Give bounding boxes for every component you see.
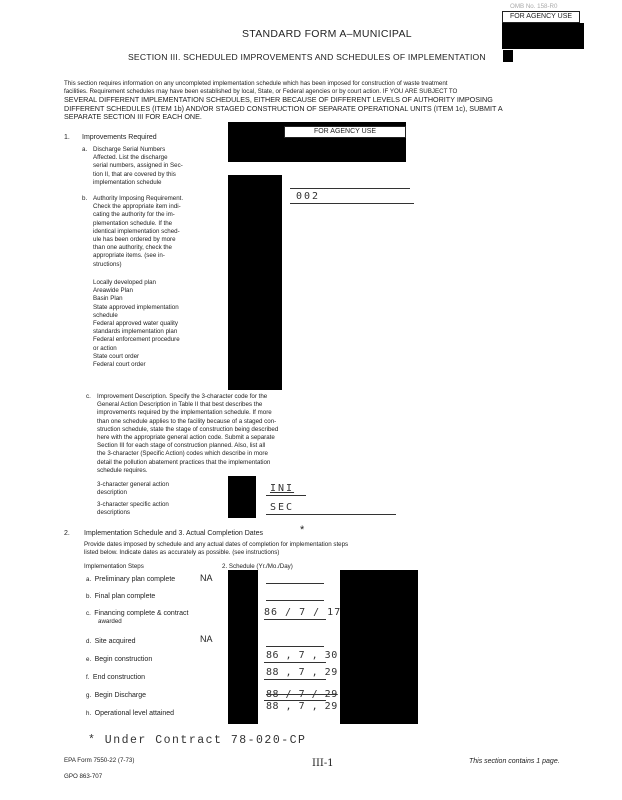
authority-federal-enforcement[interactable]: Federal enforcement procedure [93, 336, 180, 344]
step-f-line[interactable] [264, 679, 326, 680]
item2-asterisk: * [300, 524, 305, 536]
agency-use-box: FOR AGENCY USE [284, 126, 406, 138]
step-a-line[interactable] [266, 583, 324, 584]
step-f: f. End construction [86, 674, 146, 681]
authority-line [290, 203, 414, 204]
authority-local[interactable]: Locally developed plan [93, 279, 156, 286]
item1b-text: Authority Imposing Requirement. Check the appropriate item indi- cating the authority for the im- plementation schedule. If the identical implementation sched- ule has been ordered by more than one authority, check the appropriate items. (see in- structions) [93, 195, 184, 268]
general-action-line [266, 495, 306, 496]
step-c: c. Financing complete & contract awarded [86, 610, 189, 626]
step-e-line[interactable] [264, 662, 326, 663]
item2-title: Implementation Schedule and 3. Actual Completion Dates [84, 530, 263, 537]
redaction-block-1b [228, 175, 282, 390]
step-e-date: 86 , 7 , 30 [266, 650, 338, 661]
item1c-letter: c. [86, 393, 91, 400]
redaction-block-2b [340, 570, 418, 724]
section-page-count: This section contains 1 page. [469, 758, 560, 765]
authority-state-approved[interactable]: State approved implementation [93, 303, 179, 311]
item1a-letter: a. [82, 146, 88, 153]
item1c-text: Improvement Description. Specify the 3-character code for the General Action Description in Table II that best describes the improvements required by the implementation schedule. If more than one schedule applies to the facility because of a staged con- struction schedule, state the stage of construction being described here with the appropriate general action code. Submit a separate Section III for each stage of construction planned. Also, list all the 3-character (Specific Action) codes which describe in more detail the pollution abatement practices that the implementation schedule requires. [97, 393, 279, 474]
step-c-line[interactable] [264, 619, 326, 620]
specific-action-line [266, 514, 396, 515]
authority-areawide[interactable]: Areawide Plan [93, 287, 133, 295]
step-h-date: 88 , 7 , 29 [266, 701, 338, 712]
gpo-number: GPO 863-707 [64, 773, 103, 780]
specific-action-label: 3-character specific action descriptions [97, 501, 169, 517]
item1-title: Improvements Required [82, 134, 157, 141]
step-h: h. Operational level attained [86, 710, 175, 717]
step-c-date: 86 / 7 / 17 [264, 607, 342, 618]
specific-action-value: SEC [270, 502, 295, 513]
step-d-line[interactable] [266, 646, 324, 647]
intro-paragraph: This section requires information on any uncompleted implementation schedule which has been imposed for construction of waste treatment facilities. Requirement schedules may have been established by local, State, or Federal agencies or by court action. IF YOU ARE SUBJECT TO SEVERAL DIFFERENT IMPLEMENTATION SCHEDULES, EITHER BECAUSE OF DIFFERENT LEVELS OF AUTHORITY IMPOSING DIFFERENT SCHEDULES (ITEM 1b) AND/OR STAGED CONSTRUCTION OF SEPARATE OPERATIONAL UNITS (ITEM 1c), SUBMIT A SEPARATE SECTION III FOR EACH ONE. [64, 80, 503, 121]
step-b-line[interactable] [266, 600, 324, 601]
col-steps-header: Implementation Steps [84, 563, 144, 570]
discharge-serial-line [290, 188, 410, 189]
redaction-block-top [502, 23, 584, 49]
authority-list: Locally developed plan Areawide Plan Basin Plan State approved implementation schedule Federal approved water quality standards implementation plan Federal enforcement procedure or action State court order Federal court order [93, 279, 223, 369]
item1-number: 1. [64, 134, 70, 141]
col-schedule-header: 2. Schedule (Yr./Mo./Day) [222, 563, 293, 570]
step-a-note: NA [200, 573, 213, 583]
item2-instructions: Provide dates imposed by schedule and any actual dates of completion for implementation steps listed below. Indicate dates as accurately as possible. (see instructions) [84, 541, 349, 557]
omb-number: OMB No. 158-R0 [510, 3, 558, 10]
step-g-date: 88 / 7 / 29 [266, 689, 338, 700]
authority-basin[interactable]: Basin Plan [93, 295, 123, 303]
authority-value: 002 [296, 191, 321, 202]
form-title: STANDARD FORM A–MUNICIPAL [242, 28, 412, 40]
item2-number: 2. [64, 530, 70, 537]
step-e: e. Begin construction [86, 656, 153, 663]
section-title: SECTION III. SCHEDULED IMPROVEMENTS AND SCHEDULES OF IMPLEMENTATION [128, 52, 486, 62]
item1b-letter: b. [82, 195, 88, 202]
step-g: g. Begin Discharge [86, 692, 146, 699]
authority-state-court[interactable]: State court order [93, 352, 140, 360]
redaction-mark [503, 50, 513, 62]
general-action-value: INI [270, 483, 295, 494]
authority-federal-wq[interactable]: Federal approved water quality [93, 320, 178, 328]
step-b: b. Final plan complete [86, 593, 156, 600]
page-number: III-1 [312, 758, 334, 769]
contract-note: * Under Contract 78-020-CP [88, 734, 307, 747]
agency-use-box-top: FOR AGENCY USE [502, 11, 580, 23]
step-a: a. Preliminary plan complete [86, 576, 176, 583]
step-d: d. Site acquired [86, 638, 136, 645]
step-f-date: 88 , 7 , 29 [266, 667, 338, 678]
authority-federal-court[interactable]: Federal court order [93, 361, 146, 369]
redaction-block-1c [228, 476, 256, 518]
epa-form-number: EPA Form 7550-22 (7-73) [64, 757, 135, 764]
general-action-label: 3-character general action description [97, 481, 169, 497]
item1a-text: Discharge Serial Numbers Affected. List the discharge serial numbers, assigned in Sec- tion II, that are covered by this implementation schedule [93, 146, 183, 186]
step-d-note: NA [200, 634, 213, 644]
redaction-block-2a [228, 570, 258, 724]
